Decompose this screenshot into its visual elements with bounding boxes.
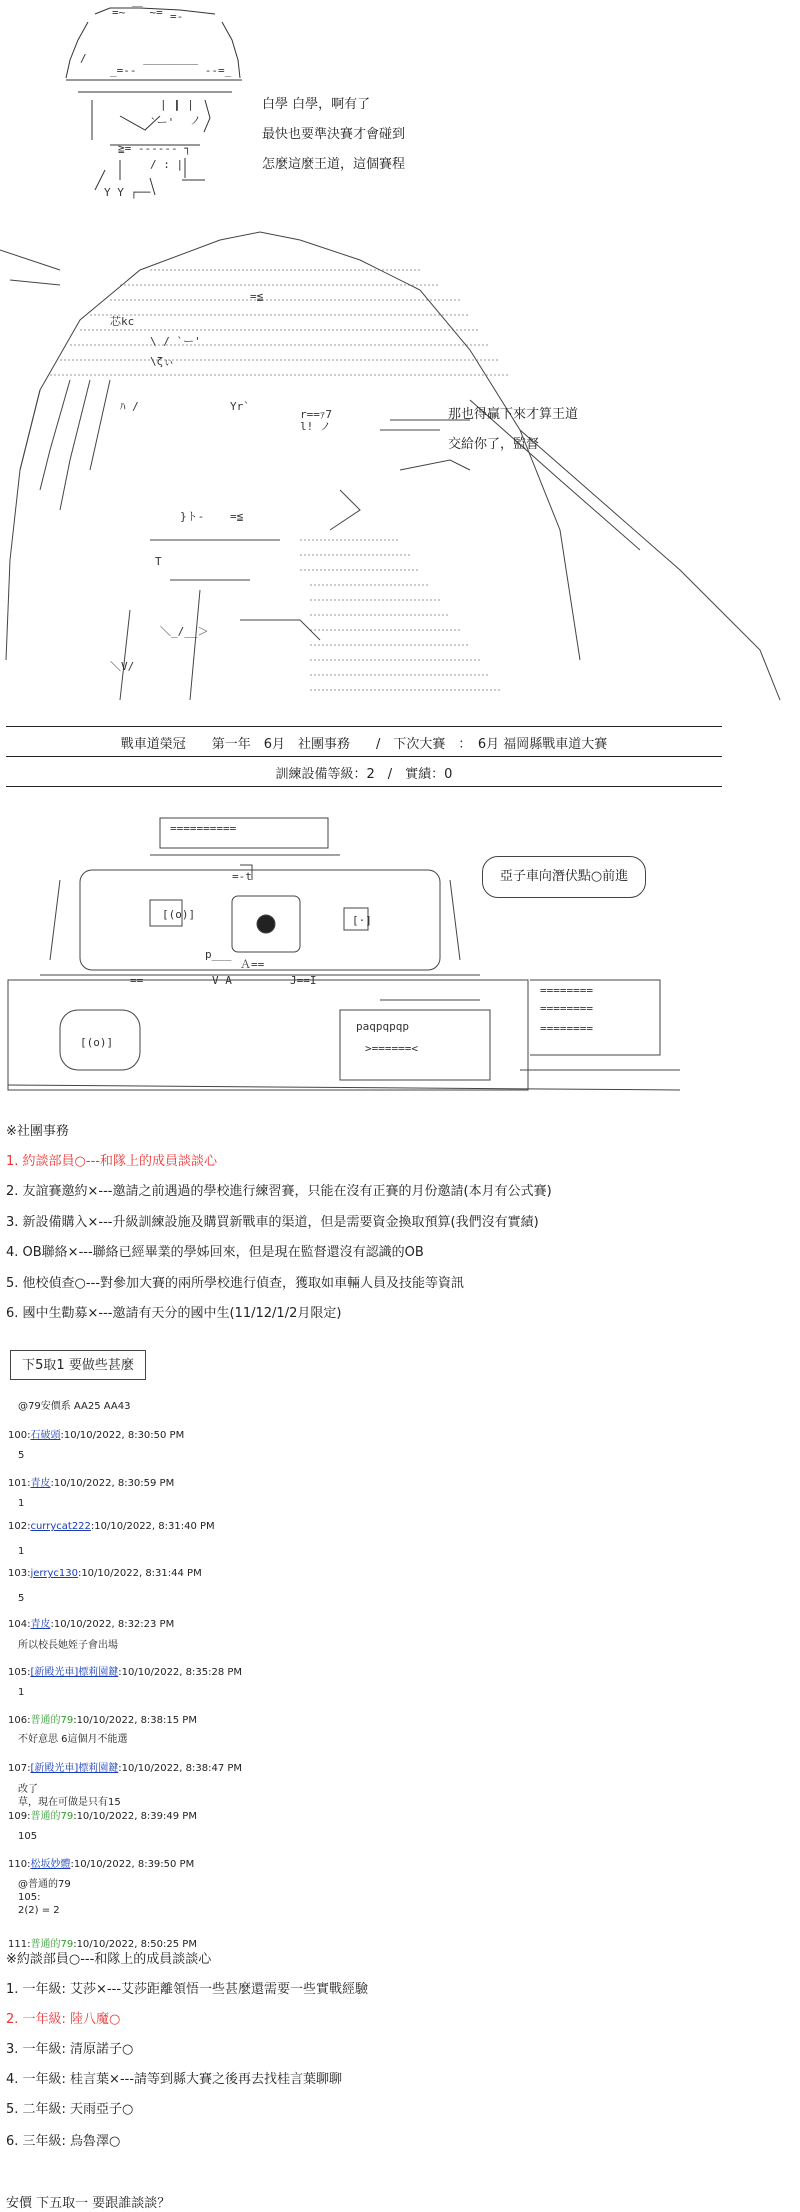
svg-text:T: T — [155, 555, 162, 568]
svg-text:/ : |: / : | — [150, 158, 184, 171]
post-number: 111 — [8, 1939, 28, 1950]
club-affair-item: 6. 國中生勸募×---邀請有天分的國中生(11/12/1/2月限定) — [6, 1306, 342, 1321]
speech-text: 亞子車向潛伏點○前進 — [499, 869, 629, 884]
art-text: \ζぃ — [150, 355, 175, 368]
post-header — [8, 1711, 197, 1726]
scene2-dialogue — [448, 400, 578, 460]
svg-text:p___: p___ — [205, 948, 232, 961]
post-body: 1 — [18, 1687, 25, 1698]
post-number: 100 — [8, 1430, 28, 1441]
post-timestamp: :10/10/2022, 8:30:50 PM — [60, 1430, 185, 1441]
post-timestamp: :10/10/2022, 8:50:25 PM — [73, 1939, 197, 1950]
club-affair-item: 4. OB聯絡×---聯絡已經畢業的學姊回來，但是現在監督還沒有認識的OB — [6, 1245, 424, 1260]
svg-text:＼V/: ＼V/ — [110, 660, 135, 673]
post-author-link[interactable]: 普通的79 — [30, 1939, 74, 1950]
post-separator: : — [27, 1521, 31, 1532]
svg-text:==========: ========== — [170, 822, 237, 835]
svg-text:/: / — [80, 52, 87, 65]
post-header — [8, 1426, 184, 1441]
post-author-link[interactable]: jerryc130 — [30, 1568, 78, 1579]
svg-text:Ａ==: Ａ== — [240, 958, 265, 971]
talk-member-item: 1. 一年級: 艾莎×---艾莎距離領悟一些甚麼還需要一些實戰經驗 — [6, 1982, 369, 1997]
svg-text:========: ======== — [540, 1002, 593, 1015]
svg-text:=≦: =≦ — [230, 510, 244, 523]
svg-text:>======<: >======< — [365, 1042, 418, 1055]
talk-member-item: 2. 一年級: 陸八魔○ — [6, 2012, 121, 2027]
post-author-link[interactable]: currycat222 — [30, 1521, 91, 1532]
post-timestamp: :10/10/2022, 8:30:59 PM — [50, 1478, 175, 1489]
svg-text:========: ======== — [540, 984, 593, 997]
divider — [6, 756, 722, 757]
scene3-ascii-art — [0, 800, 700, 1100]
svg-text:V A: V A — [212, 974, 232, 987]
status-bar-line: 戰車道榮冠 第一年 6月 社團事務 / 下次大賽 ： 6月 福岡縣戰車道大賽 — [120, 737, 608, 752]
svg-text:`ー': `ー' — [150, 116, 175, 129]
svg-text:=-: =- — [170, 10, 184, 23]
post-body: 5 — [18, 1593, 25, 1604]
post-author-link[interactable]: 普通的79 — [30, 1715, 74, 1726]
post-separator: : — [27, 1859, 31, 1870]
mushroom-girl-art — [0, 0, 260, 200]
speech-bubble — [482, 856, 646, 898]
talk-member-item: 4. 一年級: 桂言葉×---請等到縣大賽之後再去找桂言葉聊聊 — [6, 2072, 343, 2087]
post-separator: : — [27, 1811, 31, 1822]
status-bar-line: 訓練設備等級：2 / 實績：0 — [275, 767, 453, 782]
svg-text:| |: | | — [174, 98, 194, 111]
dialogue-line: 那也得贏下來才算王道 — [448, 407, 579, 422]
post-number: 106 — [8, 1715, 28, 1726]
post-separator: : — [27, 1478, 31, 1489]
scene1-ascii-art — [0, 0, 260, 200]
post-header: @79安價系 AA25 AA43 — [18, 1401, 131, 1412]
post-timestamp: :10/10/2022, 8:39:50 PM — [70, 1859, 195, 1870]
post-number: 103 — [8, 1568, 28, 1579]
post-separator: : — [27, 1939, 31, 1950]
post-header — [8, 1855, 194, 1870]
post-body: 所以校長她姪子會出場 — [18, 1640, 118, 1651]
post-body: 不好意思 6這個月不能選 — [18, 1734, 128, 1745]
post-body: @普通的79 105: 2(2) = 2 — [18, 1879, 71, 1916]
talk-section-title: ※約談部員○---和隊上的成員談談心 — [6, 1952, 212, 1967]
svg-text:_=-- ￣￣￣￣￣ --=_: _=-- ￣￣￣￣￣ --=_ — [110, 64, 232, 77]
club-affair-item: 3. 新設備購入×---升級訓練設施及購買新戰車的渠道，但是需要資金換取預算(我們沒有實績) — [6, 1215, 539, 1230]
divider — [6, 786, 722, 787]
scene2-ascii-art — [0, 230, 790, 710]
post-author-link[interactable]: 青皮 — [30, 1478, 51, 1489]
svg-text:=-t: =-t — [232, 870, 252, 883]
post-separator: : — [27, 1763, 31, 1774]
svg-text:=~ ￣ ~=: =~ ￣ ~= — [112, 6, 163, 19]
post-author-link[interactable]: 普通的79 — [30, 1811, 74, 1822]
post-number: 107 — [8, 1763, 28, 1774]
post-number: 104 — [8, 1619, 28, 1630]
club-affair-item: 2. 友誼賽邀約×---邀請之前遇過的學校進行練習賽，只能在沒有正賽的月份邀請(本月有公式賽) — [6, 1184, 552, 1199]
dialogue-line: 最快也要準決賽才會碰到 — [262, 127, 406, 142]
post-header — [8, 1663, 242, 1678]
post-author-link[interactable]: 青皮 — [30, 1619, 51, 1630]
post-timestamp: :10/10/2022, 8:39:49 PM — [73, 1811, 197, 1822]
club-affair-item: 1. 約談部員○---和隊上的成員談談心 — [6, 1154, 217, 1169]
post-header — [8, 1474, 174, 1489]
post-separator: : — [27, 1667, 31, 1678]
post-body: 105 — [18, 1831, 38, 1842]
svg-text:Y Y ┌──: Y Y ┌── — [104, 186, 151, 199]
talk-prompt: 安價 下五取一 要跟誰談談？ — [6, 2196, 171, 2211]
post-number: 109 — [8, 1811, 28, 1822]
svg-text:=≦: =≦ — [250, 290, 264, 303]
svg-text:≧= ------ ┐: ≧= ------ ┐ — [118, 142, 191, 155]
svg-text:| |: | | — [160, 98, 180, 111]
hooded-figure-art — [0, 230, 790, 710]
svg-text:[(o)]: [(o)] — [162, 908, 196, 921]
post-separator: : — [27, 1619, 31, 1630]
post-body: 5 — [18, 1450, 25, 1461]
post-header — [8, 1568, 202, 1579]
club-affair-item: 5. 他校偵查○---對參加大賽的兩所學校進行偵查，獲取如車輛人員及技能等資訊 — [6, 1276, 464, 1291]
svg-text:l! ノ: l! ノ — [300, 420, 331, 433]
svg-text:========: ======== — [540, 1022, 593, 1035]
tank-art — [0, 800, 700, 1100]
post-header — [8, 1615, 174, 1630]
scene1-dialogue — [262, 90, 405, 180]
talk-member-item: 6. 三年級: 烏魯澤○ — [6, 2134, 121, 2149]
svg-text:ノ: ノ — [190, 114, 201, 127]
post-body: 改了 草，現在可做是只有15 — [18, 1784, 121, 1808]
post-number: 110 — [8, 1859, 28, 1870]
post-timestamp: :10/10/2022, 8:32:23 PM — [50, 1619, 175, 1630]
post-timestamp: :10/10/2022, 8:38:47 PM — [118, 1763, 243, 1774]
post-header — [8, 1759, 242, 1774]
post-separator: : — [27, 1715, 31, 1726]
post-author-link[interactable]: [新殿光車]標莉園鍵 — [30, 1667, 119, 1678]
svg-text:\ / `ー': \ / `ー' — [150, 335, 201, 348]
svg-text:＼_/__＞: ＼_/__＞ — [160, 625, 209, 638]
svg-text:==: == — [130, 974, 144, 987]
post-number: 102 — [8, 1521, 28, 1532]
post-separator: : — [27, 1568, 31, 1579]
dialogue-line: 怎麼這麼王道，這個賽程 — [262, 157, 406, 172]
post-timestamp: :10/10/2022, 8:31:40 PM — [90, 1521, 215, 1532]
post-timestamp: :10/10/2022, 8:35:28 PM — [118, 1667, 243, 1678]
post-header — [8, 1807, 197, 1822]
post-author-link[interactable]: 松坂妙體 — [30, 1859, 71, 1870]
svg-text:J==I: J==I — [290, 974, 317, 987]
svg-text:r==ｧ7: r==ｧ7 — [300, 408, 332, 421]
svg-text:ﾊ /: ﾊ / — [120, 400, 139, 413]
talk-member-item: 5. 二年級: 天雨亞子○ — [6, 2102, 134, 2117]
post-timestamp: :10/10/2022, 8:31:44 PM — [77, 1568, 202, 1579]
post-separator: : — [27, 1430, 31, 1441]
club-affairs-title: ※社團事務 — [6, 1124, 69, 1139]
dialogue-line: 交給你了，監督 — [448, 437, 540, 452]
art-text: Yr` — [230, 400, 250, 413]
talk-member-item: 3. 一年級: 清原諾子○ — [6, 2042, 134, 2057]
divider — [6, 726, 722, 727]
post-body: 1 — [18, 1546, 25, 1557]
art-text: 芯kc — [110, 315, 135, 328]
svg-text:[·]: [·] — [352, 914, 372, 927]
svg-text:}ト-: }ト- — [180, 510, 205, 523]
dialogue-line: 白學 白學，啊有了 — [262, 97, 371, 112]
post-body: 1 — [18, 1498, 25, 1509]
vote-button[interactable]: 下5取1 要做些甚麼 — [10, 1350, 146, 1380]
post-timestamp: :10/10/2022, 8:38:15 PM — [73, 1715, 197, 1726]
svg-text:[(o)]: [(o)] — [80, 1036, 114, 1049]
post-number: 101 — [8, 1478, 28, 1489]
post-number: 105 — [8, 1667, 28, 1678]
post-header — [8, 1521, 215, 1532]
post-author-link[interactable]: 石破頭 — [30, 1430, 61, 1441]
svg-text:paqpqpqp: paqpqpqp — [356, 1020, 409, 1033]
post-author-link[interactable]: [新殿光車]標莉園鍵 — [30, 1763, 119, 1774]
